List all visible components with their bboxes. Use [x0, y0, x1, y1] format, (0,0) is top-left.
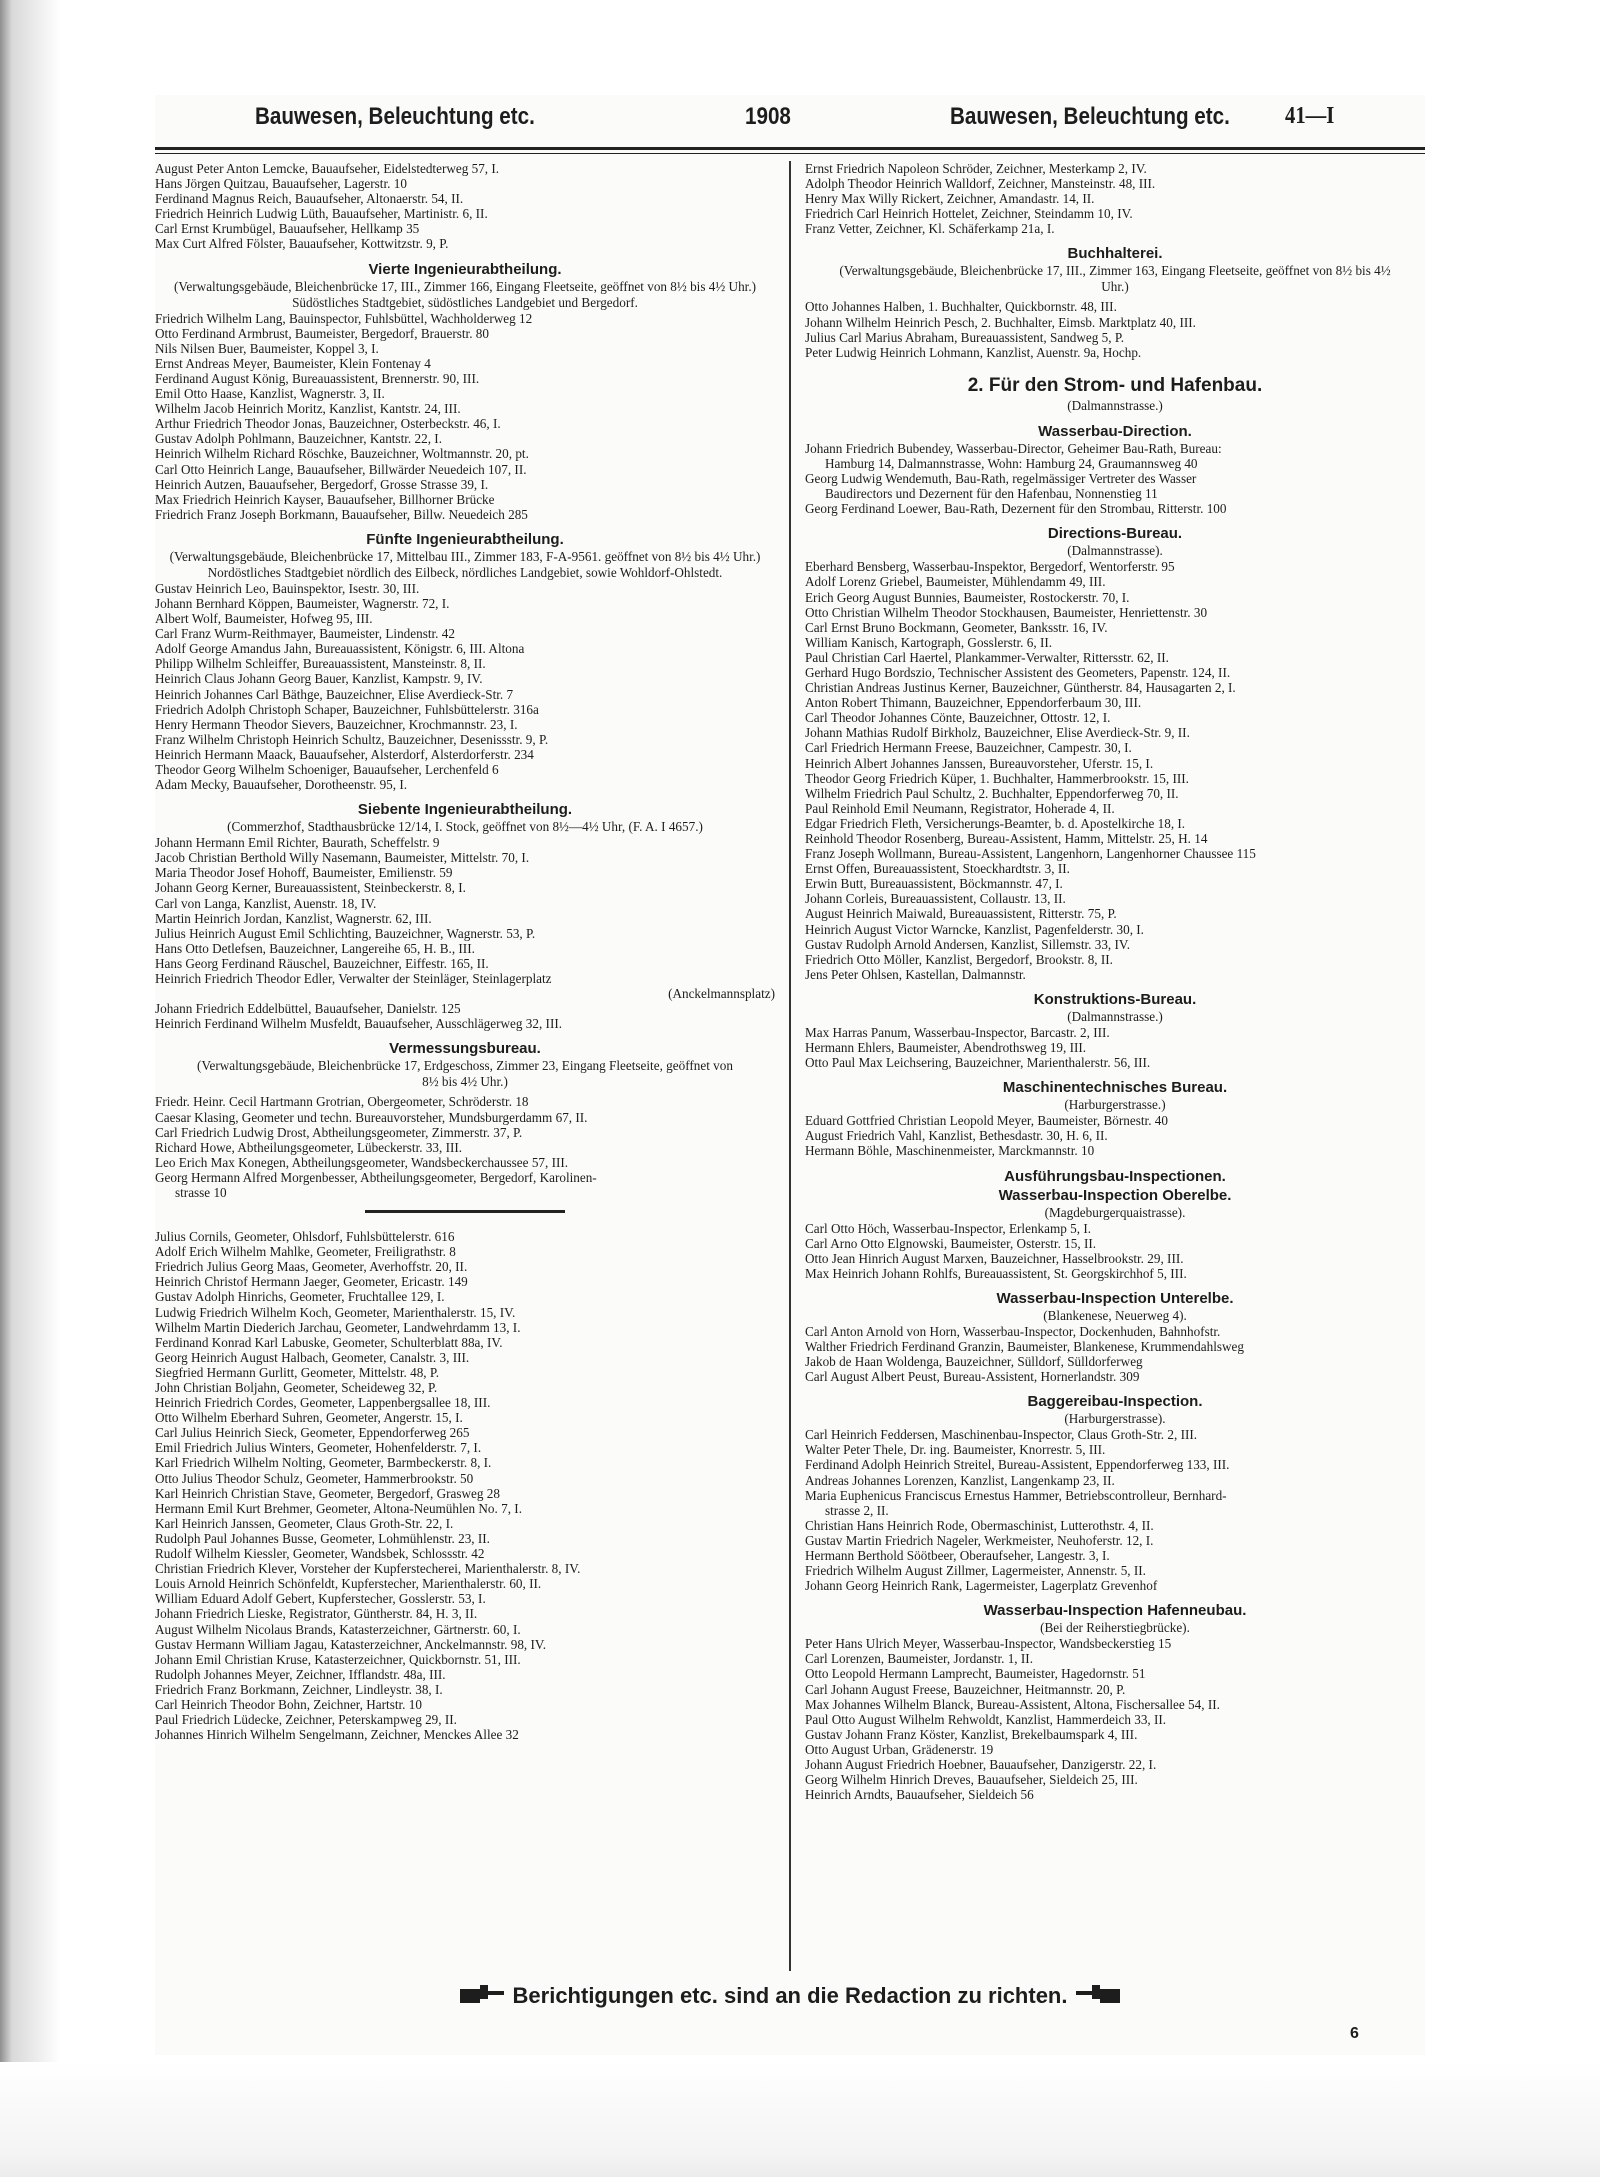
- list-item: Adam Mecky, Bauaufseher, Dorotheenstr. 95, I.: [155, 777, 408, 793]
- list-item: Wilhelm Jacob Heinrich Moritz, Kanzlist, Kantstr. 24, III.: [155, 401, 461, 417]
- list-item: Gustav Adolph Pohlmann, Bauzeichner, Kantstr. 22, I.: [155, 431, 442, 447]
- list-item: Wilhelm Martin Diederich Jarchau, Geometer, Landwehrdamm 13, I.: [155, 1319, 521, 1335]
- list-item: Carl von Langa, Kanzlist, Auenstr. 18, IV.: [155, 895, 377, 911]
- list-item: Adolf George Amandus Jahn, Bureauassistent, Königstr. 6, III. Altona: [155, 641, 525, 657]
- list-item: Theodor Georg Friedrich Küper, 1. Buchhalter, Hammerbrookstr. 15, III.: [805, 770, 1189, 786]
- list-item: Heinrich Hermann Maack, Bauaufseher, Alsterdorf, Alsterdorferstr. 234: [155, 746, 534, 762]
- section-sub: (Blankenese, Neuerweg 4).: [1043, 1307, 1187, 1323]
- list-item: Otto Christian Wilhelm Theodor Stockhausen, Baumeister, Henriettenstr. 30: [805, 604, 1208, 620]
- list-item: Otto Paul Max Leichsering, Bauzeichner, Marienthalerstr. 56, III.: [805, 1055, 1151, 1071]
- list-item: Karl Heinrich Janssen, Geometer, Claus Groth-Str. 22, I.: [155, 1515, 454, 1531]
- section-sub: (Harburgerstrasse).: [1064, 1411, 1166, 1427]
- list-item: Carl Julius Heinrich Sieck, Geometer, Eppendorferweg 265: [155, 1425, 470, 1441]
- list-item: Andreas Johannes Lorenzen, Kanzlist, Langenkamp 23, II.: [805, 1472, 1115, 1488]
- list-item: Reinhold Theodor Rosenberg, Bureau-Assistent, Hamm, Mittelstr. 25, H. 14: [805, 831, 1208, 846]
- section-title-fuenfte: Fünfte Ingenieurabtheilung.: [366, 530, 564, 548]
- pointing-hand-left-icon: [1074, 1983, 1122, 2011]
- section-district: Nordöstliches Stadtgebiet nördlich des Eilbeck, nördliches Landgebiet, sowie Wohldorf-Ohlstedt.: [207, 564, 723, 580]
- list-item: Erwin Butt, Bureauassistent, Böckmannstr. 47, I.: [805, 876, 1063, 892]
- oberelbe-entries: [805, 1221, 1425, 1281]
- section-sub: (Magdeburgerquaistrasse).: [1044, 1204, 1186, 1220]
- right-group1: [805, 161, 1425, 236]
- list-item: Georg Heinrich August Halbach, Geometer, Canalstr. 3, III.: [155, 1349, 470, 1365]
- list-item: Gustav Rudolph Arnold Andersen, Kanzlist, Sillemstr. 33, IV.: [805, 936, 1131, 952]
- fuenfte-entries: [155, 581, 775, 792]
- list-item: Johann Georg Heinrich Rank, Lagermeister, Lagerplatz Grevenhof: [805, 1578, 1158, 1594]
- list-item: Ferdinand August König, Bureauassistent, Brennerstr. 90, III.: [155, 370, 480, 386]
- list-item: Heinrich Friedrich Theodor Edler, Verwalter der Steinläger, Steinlagerplatz: [155, 971, 552, 987]
- list-item: Christian Hans Heinrich Rode, Obermaschinist, Lutterothstr. 4, II.: [805, 1517, 1154, 1533]
- list-item: Peter Ludwig Heinrich Lohmann, Kanzlist, Auenstr. 9a, Hochp.: [805, 344, 1142, 360]
- list-item: Gustav Heinrich Leo, Bauinspektor, Isestr. 30, III.: [155, 580, 420, 596]
- list-item: Gustav Johann Franz Köster, Kanzlist, Brekelbaumspark 4, III.: [805, 1726, 1138, 1742]
- list-item-continuation: Hamburg 14, Dalmannstrasse, Wohn: Hamburg 24, Graumannsweg 40: [825, 455, 1198, 471]
- section-title-konstruktions: Konstruktions-Bureau.: [1033, 990, 1197, 1008]
- list-item: Georg Wilhelm Hinrich Dreves, Bauaufseher, Sieldeich 25, III.: [805, 1772, 1138, 1788]
- section-sub: (Dalmannstrasse.): [1067, 397, 1163, 413]
- list-item: Johann Bernhard Köppen, Baumeister, Wagnerstr. 72, I.: [155, 595, 450, 611]
- list-item: Theodor Georg Wilhelm Schoeniger, Bauaufseher, Lerchenfeld 6: [155, 762, 499, 777]
- vermessung-entries: [155, 1094, 775, 1200]
- list-item: Carl August Albert Peust, Bureau-Assistent, Hornerlandstr. 309: [805, 1369, 1140, 1385]
- list-item: Franz Joseph Wollmann, Bureau-Assistent, Langenhorn, Langenhorner Chaussee 115: [805, 846, 1256, 862]
- list-item: Johann Friedrich Bubendey, Wasserbau-Director, Geheimer Bau-Rath, Bureau:: [805, 440, 1222, 456]
- list-item: Nils Nilsen Buer, Baumeister, Koppel 3, I.: [155, 340, 379, 356]
- list-item: Heinrich Ferdinand Wilhelm Musfeldt, Bauaufseher, Ausschlägerweg 32, III.: [155, 1016, 563, 1032]
- section-sub: (Dalmannstrasse.): [1067, 1008, 1163, 1024]
- header-rule-thick: [155, 147, 1425, 150]
- list-item: Friedrich Wilhelm Lang, Bauinspector, Fuhlsbüttel, Wachholderweg 12: [155, 310, 533, 326]
- section-separator: [365, 1210, 565, 1213]
- list-item-continuation: strasse 2, II.: [825, 1502, 889, 1518]
- list-item: Friedr. Heinr. Cecil Hartmann Grotrian, Obergeometer, Schröderstr. 18: [155, 1094, 529, 1110]
- list-item: Johann Wilhelm Heinrich Pesch, 2. Buchhalter, Eimsb. Marktplatz 40, III.: [805, 314, 1196, 330]
- list-item: Friedrich Franz Joseph Borkmann, Bauaufseher, Billw. Neuedeich 285: [155, 506, 528, 522]
- list-item: Philipp Wilhelm Schleiffer, Bureauassistent, Mansteinstr. 8, II.: [155, 656, 486, 672]
- list-item: Emil Otto Haase, Kanzlist, Wagnerstr. 3, II.: [155, 386, 385, 402]
- section-sub: (Harburgerstrasse.): [1064, 1097, 1166, 1113]
- section-title-baggerei: Baggereibau-Inspection.: [1027, 1393, 1203, 1411]
- list-item: Johann Mathias Rudolf Birkholz, Bauzeichner, Elise Averdieck-Str. 9, II.: [805, 725, 1190, 741]
- section-note: (Commerzhof, Stadthausbrücke 12/14, I. Stock, geöffnet von 8½—4½ Uhr, (F. A. I 4657.): [227, 819, 703, 835]
- section-title-strom-hafenbau: 2. Für den Strom- und Hafenbau.: [967, 374, 1263, 396]
- list-item: Leo Erich Max Konegen, Abtheilungsgeometer, Wandsbeckerchaussee 57, III.: [155, 1154, 569, 1170]
- list-item: Jakob de Haan Woldenga, Bauzeichner, Sülldorf, Sülldorferweg: [805, 1354, 1143, 1370]
- list-item: Hans Jörgen Quitzau, Bauaufseher, Lagerstr. 10: [155, 176, 407, 192]
- list-item: Richard Howe, Abtheilungsgeometer, Lübeckerstr. 33, III.: [155, 1139, 463, 1155]
- list-item: Gerhard Hugo Bordszio, Technischer Assistent des Geometers, Papenstr. 124, II.: [805, 664, 1231, 680]
- list-item: Henry Max Willy Rickert, Zeichner, Amandastr. 14, II.: [805, 191, 1095, 207]
- section-title-unterelbe: Wasserbau-Inspection Unterelbe.: [996, 1289, 1234, 1307]
- list-item: Carl Ernst Bruno Bockmann, Geometer, Banksstr. 16, IV.: [805, 619, 1108, 635]
- list-item: Georg Ludwig Wendemuth, Bau-Rath, regelmässiger Vertreter des Wasser: [805, 471, 1197, 487]
- list-item: Johann Georg Kerner, Bureauassistent, Steinbeckerstr. 8, I.: [155, 880, 466, 896]
- section-title-vermessung: Vermessungsbureau.: [389, 1040, 541, 1058]
- maschinen-entries: [805, 1113, 1425, 1158]
- list-item: Otto August Urban, Grädenerstr. 19: [805, 1741, 994, 1757]
- list-item: Max Johannes Wilhelm Blanck, Bureau-Assistent, Altona, Fischersallee 54, II.: [805, 1696, 1220, 1712]
- konstruktions-entries: [805, 1025, 1425, 1070]
- list-item: Walter Peter Thele, Dr. ing. Baumeister, Knorrestr. 5, III.: [805, 1442, 1106, 1458]
- list-item: Edgar Friedrich Fleth, Versicherungs-Beamter, b. d. Apostelkirche 18, I.: [805, 815, 1186, 831]
- wasserbau-direction-entries: [805, 441, 1425, 516]
- scan-binding-edge: [0, 0, 60, 2177]
- list-item: Otto Johannes Halben, 1. Buchhalter, Quickbornstr. 48, III.: [805, 299, 1117, 315]
- list-item: Johann Emil Christian Kruse, Katasterzeichner, Quickbornstr. 51, III.: [155, 1651, 521, 1667]
- right-column: [805, 161, 1425, 1802]
- list-item: Friedrich Julius Georg Maas, Geometer, Averhoffstr. 20, II.: [155, 1259, 468, 1275]
- section-title-hafenneubau: Wasserbau-Inspection Hafenneubau.: [983, 1602, 1247, 1620]
- list-item: Maria Euphenicus Franciscus Ernestus Hammer, Betriebscontrolleur, Bernhard-: [805, 1487, 1227, 1503]
- footer-notice: [155, 1983, 1425, 2011]
- list-item: Carl Ernst Krumbügel, Bauaufseher, Hellkamp 35: [155, 221, 420, 237]
- list-item: Rudolph Johannes Meyer, Zeichner, Ifflandstr. 48a, III.: [155, 1666, 446, 1682]
- directions-bureau-entries: [805, 559, 1425, 982]
- list-item: Max Harras Panum, Wasserbau-Inspector, Barcastr. 2, III.: [805, 1024, 1110, 1040]
- list-item: Eduard Gottfried Christian Leopold Meyer, Baumeister, Börnestr. 40: [805, 1113, 1168, 1129]
- directory-page: [155, 95, 1425, 2055]
- list-item: Ernst Andreas Meyer, Baumeister, Klein Fontenay 4: [155, 355, 431, 371]
- section-sub: (Dalmannstrasse).: [1067, 543, 1163, 559]
- list-item: Otto Leopold Hermann Lamprecht, Baumeister, Hagedornstr. 51: [805, 1666, 1146, 1682]
- list-item: Julius Carl Marius Abraham, Bureauassistent, Sandweg 5, P.: [805, 329, 1125, 345]
- list-item: Hans Otto Detlefsen, Bauzeichner, Langereihe 65, H. B., III.: [155, 940, 475, 956]
- list-item: Anton Robert Thimann, Bauzeichner, Eppendorferbaum 30, III.: [805, 695, 1142, 711]
- list-item: Heinrich Claus Johann Georg Bauer, Kanzlist, Kampstr. 9, IV.: [155, 671, 483, 687]
- scan-bottom-margin: [0, 2062, 1600, 2177]
- page-number: 6: [1350, 2025, 1359, 2042]
- buchhalterei-entries: [805, 299, 1425, 359]
- list-item: Carl Friedrich Hermann Freese, Bauzeichner, Campestr. 30, I.: [805, 740, 1132, 756]
- list-item: Johann Corleis, Bureauassistent, Collaustr. 13, II.: [805, 891, 1066, 907]
- list-item: Paul Otto August Wilhelm Rehwoldt, Kanzlist, Hammerdeich 33, II.: [805, 1711, 1167, 1727]
- list-item: Gustav Adolph Hinrichs, Geometer, Fruchtallee 129, I.: [155, 1289, 445, 1305]
- list-item: Hermann Ehlers, Baumeister, Abendrothsweg 19, III.: [805, 1040, 1087, 1056]
- list-item: John Christian Boljahn, Geometer, Scheideweg 32, P.: [155, 1380, 438, 1395]
- list-item: Adolph Theodor Heinrich Walldorf, Zeichner, Mansteinstr. 48, III.: [805, 176, 1156, 192]
- list-item: Eberhard Bensberg, Wasserbau-Inspektor, Bergedorf, Wentorferstr. 95: [805, 559, 1175, 575]
- list-item: Otto Ferdinand Armbrust, Baumeister, Bergedorf, Brauerstr. 80: [155, 325, 489, 341]
- list-item: Heinrich Wilhelm Richard Röschke, Bauzeichner, Woltmannstr. 20, pt.: [155, 446, 529, 462]
- section-title-buchhalterei: Buchhalterei.: [1067, 245, 1163, 263]
- header-rule-thin: [155, 153, 1425, 154]
- section-title-maschinen: Maschinentechnisches Bureau.: [1002, 1079, 1228, 1097]
- section-title-siebente: Siebente Ingenieurabtheilung.: [357, 801, 573, 819]
- list-item: Carl Theodor Johannes Cönte, Bauzeichner, Ottostr. 12, I.: [805, 710, 1111, 726]
- list-item: August Wilhelm Nicolaus Brands, Katasterzeichner, Gärtnerstr. 60, I.: [155, 1621, 521, 1637]
- list-item: Maria Theodor Josef Hohoff, Baumeister, Emilienstr. 59: [155, 865, 453, 881]
- vierte-entries: [155, 311, 775, 522]
- baggerei-entries: [805, 1427, 1425, 1593]
- list-item: William Eduard Adolf Gebert, Kupferstecher, Gosslerstr. 53, I.: [155, 1591, 486, 1607]
- list-item: Ludwig Friedrich Wilhelm Koch, Geometer, Marienthalerstr. 15, IV.: [155, 1304, 516, 1320]
- unterelbe-entries: [805, 1324, 1425, 1384]
- list-item: Carl Franz Wurm-Reithmayer, Baumeister, Lindenstr. 42: [155, 626, 455, 642]
- list-item: August Heinrich Maiwald, Bureauassistent, Ritterstr. 75, P.: [805, 906, 1117, 922]
- list-item: Karl Heinrich Christian Stave, Geometer, Bergedorf, Grasweg 28: [155, 1485, 500, 1501]
- list-item: Friedrich Otto Möller, Kanzlist, Bergedorf, Brookstr. 8, II.: [805, 951, 1113, 967]
- list-item: Friedrich Carl Heinrich Hottelet, Zeichner, Steindamm 10, IV.: [805, 206, 1133, 222]
- left-group1: [155, 161, 775, 252]
- list-item: Otto Julius Theodor Schulz, Geometer, Hammerbrookstr. 50: [155, 1470, 474, 1486]
- left-column: [155, 161, 775, 1742]
- list-item: Emil Friedrich Julius Winters, Geometer, Hohenfelderstr. 7, I.: [155, 1440, 482, 1456]
- column-divider: [789, 161, 791, 1971]
- list-item: Max Heinrich Johann Rohlfs, Bureauassistent, St. Georgskirchhof 5, III.: [805, 1265, 1187, 1281]
- section-title-directions-bureau: Directions-Bureau.: [1047, 525, 1183, 543]
- list-item: Friedrich Wilhelm August Zillmer, Lagermeister, Annenstr. 5, II.: [805, 1563, 1146, 1579]
- list-item: Rudolph Paul Johannes Busse, Geometer, Lohmühlenstr. 23, II.: [155, 1530, 490, 1546]
- list-item-continuation: strasse 10: [175, 1184, 227, 1200]
- section-note: (Verwaltungsgebäude, Bleichenbrücke 17, Mittelbau III., Zimmer 183, F-A-9561. geöffnet von 8½ bis 4½ Uhr.): [169, 548, 761, 564]
- section-note: (Verwaltungsgebäude, Bleichenbrücke 17, III., Zimmer 166, Eingang Fleetseite, geöffnet von 8½ bis 4½ Uhr.): [173, 278, 757, 294]
- section-district: Südöstliches Stadtgebiet, südöstliches Landgebiet und Bergedorf.: [292, 294, 638, 310]
- list-item: Carl Lorenzen, Baumeister, Jordanstr. 1, II.: [805, 1651, 1033, 1667]
- list-item-continuation: Baudirectors und Dezernent für den Hafenbau, Nonnenstieg 11: [825, 486, 1158, 502]
- list-item: Gustav Martin Friedrich Nageler, Werkmeister, Neuhoferstr. 12, I.: [805, 1532, 1154, 1548]
- list-item: Carl Otto Höch, Wasserbau-Inspector, Erlenkamp 5, I.: [805, 1220, 1092, 1236]
- list-item: Heinrich Autzen, Bauaufseher, Bergedorf, Grosse Strasse 39, I.: [155, 476, 489, 492]
- section-sub: (Bei der Reiherstiegbrücke).: [1040, 1620, 1190, 1636]
- header-year: 1908: [745, 103, 791, 130]
- section-title-vierte: Vierte Ingenieurabtheilung.: [368, 260, 562, 278]
- list-item: Erich Georg August Bunnies, Baumeister, Rostockerstr. 70, I.: [805, 589, 1130, 605]
- page-header: [155, 103, 1425, 143]
- section-note: (Verwaltungsgebäude, Bleichenbrücke 17, Erdgeschoss, Zimmer 23, Eingang Fleetseite, geöffnet von 8½ bis 4½ Uhr.): [197, 1058, 733, 1090]
- list-item: August Friedrich Vahl, Kanzlist, Bethesdastr. 30, H. 6, II.: [805, 1128, 1108, 1144]
- list-item: Heinrich Johannes Carl Bäthge, Bauzeichner, Elise Averdieck-Str. 7: [155, 686, 514, 702]
- list-item: Hermann Emil Kurt Brehmer, Geometer, Altona-Neumühlen No. 7, I.: [155, 1500, 522, 1516]
- list-item: Carl Arno Otto Elgnowski, Baumeister, Osterstr. 15, II.: [805, 1235, 1097, 1251]
- list-item: Johann August Friedrich Hoebner, Bauaufseher, Danzigerstr. 22, I.: [805, 1757, 1157, 1773]
- list-item: Henry Hermann Theodor Sievers, Bauzeichner, Krochmannstr. 23, I.: [155, 716, 518, 732]
- list-item: Heinrich Christof Hermann Jaeger, Geometer, Ericastr. 149: [155, 1274, 468, 1290]
- list-item: Georg Ferdinand Loewer, Bau-Rath, Dezernent für den Strombau, Ritterstr. 100: [805, 501, 1227, 517]
- list-item: Adolf Lorenz Griebel, Baumeister, Mühlendamm 49, III.: [805, 574, 1106, 590]
- list-item: Heinrich August Victor Warncke, Kanzlist, Pagenfelderstr. 30, I.: [805, 921, 1144, 937]
- list-item: Otto Wilhelm Eberhard Suhren, Geometer, Angerstr. 15, I.: [155, 1410, 463, 1426]
- scan-top-margin: [0, 0, 1600, 42]
- list-item: Martin Heinrich Jordan, Kanzlist, Wagnerstr. 62, III.: [155, 910, 432, 926]
- list-item: Johann Friedrich Lieske, Registrator, Güntherstr. 84, H. 3, II.: [155, 1606, 478, 1622]
- list-item: Louis Arnold Heinrich Schönfeldt, Kupferstecher, Marienthalerstr. 60, II.: [155, 1576, 542, 1592]
- list-item: Franz Wilhelm Christoph Heinrich Schultz, Bauzeichner, Desenissstr. 9, P.: [155, 731, 549, 747]
- hafenneubau-entries: [805, 1636, 1425, 1802]
- list-item: Johann Hermann Emil Richter, Baurath, Scheffelstr. 9: [155, 835, 440, 851]
- list-item: Siegfried Hermann Gurlitt, Geometer, Mittelstr. 48, P.: [155, 1364, 440, 1380]
- list-item: Friedrich Franz Borkmann, Zeichner, Lindleystr. 38, I.: [155, 1681, 443, 1697]
- list-item: Hermann Böhle, Maschinenmeister, Marckmannstr. 10: [805, 1143, 1095, 1159]
- list-item: Friedrich Heinrich Ludwig Lüth, Bauaufseher, Martinistr. 6, II.: [155, 206, 488, 222]
- list-item: Julius Heinrich August Emil Schlichting, Bauzeichner, Wagnerstr. 53, P.: [155, 925, 536, 941]
- list-item: Albert Wolf, Baumeister, Hofweg 95, III.: [155, 611, 373, 627]
- list-item: Johannes Hinrich Wilhelm Sengelmann, Zeichner, Menckes Allee 32: [155, 1727, 519, 1743]
- vermessung-entries-2: [155, 1229, 775, 1742]
- list-item: Ferdinand Magnus Reich, Bauaufseher, Altonaerstr. 54, II.: [155, 191, 464, 207]
- list-item: Carl Johann August Freese, Bauzeichner, Heitmannstr. 20, P.: [805, 1681, 1126, 1697]
- list-item: Carl Friedrich Ludwig Drost, Abtheilungsgeometer, Zimmerstr. 37, P.: [155, 1124, 523, 1140]
- list-item: Paul Reinhold Emil Neumann, Registrator, Hoherade 4, II.: [805, 800, 1115, 816]
- list-item: Georg Hermann Alfred Morgenbesser, Abtheilungsgeometer, Bergedorf, Karolinen-: [155, 1169, 597, 1185]
- list-item: Carl Heinrich Theodor Bohn, Zeichner, Hartstr. 10: [155, 1696, 422, 1712]
- list-item: Peter Hans Ulrich Meyer, Wasserbau-Inspector, Wandsbeckerstieg 15: [805, 1636, 1172, 1652]
- list-item: Adolf Erich Wilhelm Mahlke, Geometer, Freiligrathstr. 8: [155, 1244, 456, 1260]
- list-item: Franz Vetter, Zeichner, Kl. Schäferkamp 21a, I.: [805, 221, 1055, 237]
- list-item: Karl Friedrich Wilhelm Nolting, Geometer, Barmbeckerstr. 8, I.: [155, 1455, 492, 1471]
- section-note: (Verwaltungsgebäude, Bleichenbrücke 17, III., Zimmer 163, Eingang Fleetseite, geöffnet von 8½ bis 4½ Uhr.): [839, 263, 1391, 295]
- list-item: Paul Friedrich Lüdecke, Zeichner, Peterskampweg 29, II.: [155, 1712, 457, 1728]
- list-item: William Kanisch, Kartograph, Gosslerstr. 6, II.: [805, 634, 1053, 650]
- list-item: Hans Georg Ferdinand Räuschel, Bauzeichner, Eiffestr. 165, II.: [155, 955, 489, 971]
- list-item: Carl Heinrich Feddersen, Maschinenbau-Inspector, Claus Groth-Str. 2, III.: [805, 1427, 1198, 1443]
- list-item: Johann Friedrich Eddelbüttel, Bauaufseher, Danielstr. 125: [155, 1001, 461, 1017]
- list-item: Heinrich Albert Johannes Janssen, Bureauvorsteher, Uferstr. 15, I.: [805, 755, 1154, 771]
- list-item: Ferdinand Adolph Heinrich Streitel, Bureau-Assistent, Eppendorferweg 133, III.: [805, 1457, 1230, 1473]
- list-item: Hermann Berthold Söötbeer, Oberaufseher, Langestr. 3, I.: [805, 1548, 1110, 1563]
- list-item-continuation: (Anckelmannsplatz): [668, 986, 775, 1002]
- pointing-hand-right-icon: [458, 1983, 506, 2011]
- list-item: Carl Anton Arnold von Horn, Wasserbau-Inspector, Dockenhuden, Bahnhofstr.: [805, 1323, 1221, 1339]
- section-title-wasserbau-direction: Wasserbau-Direction.: [1038, 422, 1192, 440]
- list-item: Friedrich Adolph Christoph Schaper, Bauzeichner, Fuhlsbüttelerstr. 316a: [155, 701, 539, 717]
- list-item: Ernst Offen, Bureauassistent, Stoeckhardtstr. 3, II.: [805, 861, 1070, 877]
- list-item: Ernst Friedrich Napoleon Schröder, Zeichner, Mesterkamp 2, IV.: [805, 161, 1147, 176]
- section-title-ausfuehrung: Ausführungsbau-Inspectionen.: [1004, 1167, 1226, 1185]
- list-item: Paul Christian Carl Haertel, Plankammer-Verwalter, Rittersstr. 62, II.: [805, 649, 1169, 665]
- list-item: Walther Friedrich Ferdinand Granzin, Baumeister, Blankenese, Krummendahlsweg: [805, 1338, 1244, 1354]
- list-item: Wilhelm Friedrich Paul Schultz, 2. Buchhalter, Eppendorferweg 70, II.: [805, 785, 1179, 801]
- list-item: Ferdinand Konrad Karl Labuske, Geometer, Schulterblatt 88a, IV.: [155, 1334, 503, 1350]
- list-item: Jens Peter Ohlsen, Kastellan, Dalmannstr.: [805, 966, 1026, 982]
- siebente-entries: [155, 835, 775, 1031]
- header-left-title: Bauwesen, Beleuchtung etc.: [255, 103, 535, 130]
- list-item: Heinrich Arndts, Bauaufseher, Sieldeich 56: [805, 1787, 1034, 1803]
- list-item: Julius Cornils, Geometer, Ohlsdorf, Fuhlsbüttelerstr. 616: [155, 1229, 455, 1245]
- list-item: Otto Jean Hinrich August Marxen, Bauzeichner, Hasselbrookstr. 29, III.: [805, 1250, 1184, 1266]
- footer-text: Berichtigungen etc. sind an die Redaction zu richten.: [512, 1983, 1068, 2008]
- section-title-oberelbe: Wasserbau-Inspection Oberelbe.: [998, 1186, 1232, 1204]
- list-item: Max Curt Alfred Fölster, Bauaufseher, Kottwitzstr. 9, P.: [155, 236, 449, 252]
- list-item: Christian Andreas Justinus Kerner, Bauzeichner, Güntherstr. 84, Hausagarten 2, I.: [805, 680, 1236, 696]
- list-item: Christian Friedrich Klever, Vorsteher der Kupferstecherei, Marienthalerstr. 8, IV.: [155, 1561, 581, 1577]
- list-item: Carl Otto Heinrich Lange, Bauaufseher, Billwärder Neuedeich 107, II.: [155, 461, 527, 477]
- list-item: August Peter Anton Lemcke, Bauaufseher, Eidelstedterweg 57, I.: [155, 161, 500, 176]
- header-right-title: Bauwesen, Beleuchtung etc.: [950, 103, 1230, 130]
- list-item: Heinrich Friedrich Cordes, Geometer, Lappenbergsallee 18, III.: [155, 1395, 491, 1411]
- list-item: Arthur Friedrich Theodor Jonas, Bauzeichner, Osterbeckstr. 46, I.: [155, 416, 501, 432]
- list-item: Max Friedrich Heinrich Kayser, Bauaufseher, Billhorner Brücke: [155, 491, 495, 507]
- list-item: Jacob Christian Berthold Willy Nasemann, Baumeister, Mittelstr. 70, I.: [155, 850, 530, 866]
- list-item: Gustav Hermann William Jagau, Katasterzeichner, Anckelmannstr. 98, IV.: [155, 1636, 547, 1652]
- list-item: Caesar Klasing, Geometer und techn. Bureauvorsteher, Mundsburgerdamm 67, II.: [155, 1109, 588, 1125]
- list-item: Rudolf Wilhelm Kiessler, Geometer, Wandsbek, Schlossstr. 42: [155, 1546, 485, 1562]
- header-page-ref: 41—I: [1285, 103, 1335, 129]
